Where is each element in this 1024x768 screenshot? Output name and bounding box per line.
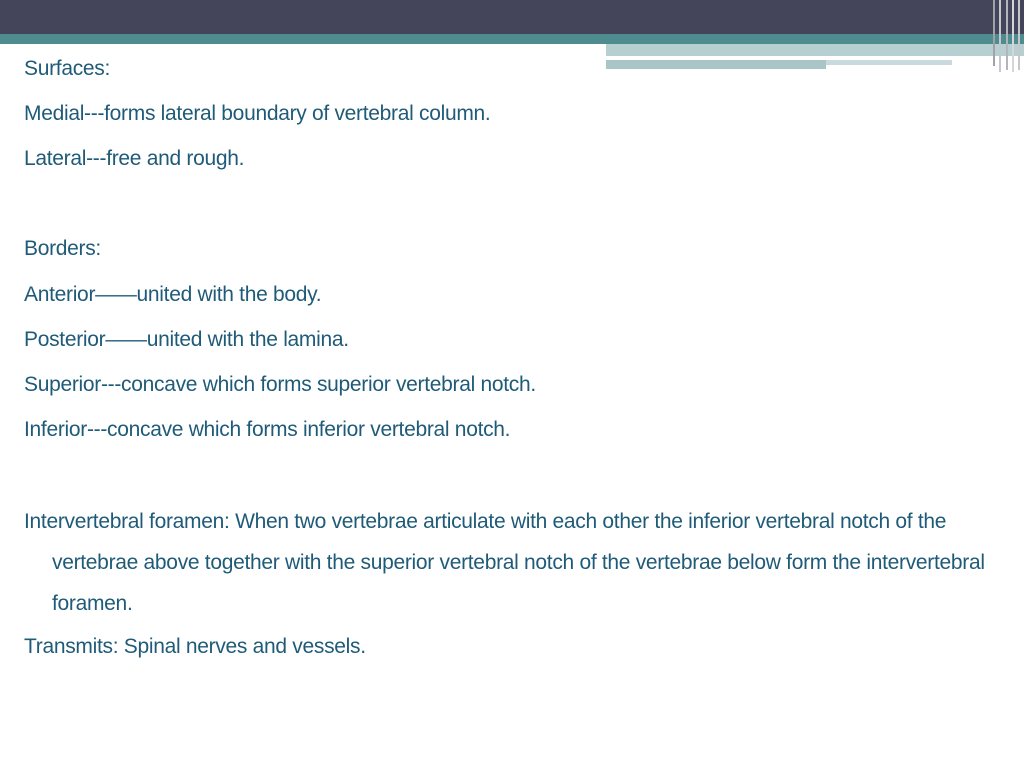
decorative-line (1006, 0, 1008, 70)
heading-borders: Borders: (24, 237, 101, 260)
heading-surfaces: Surfaces: (24, 57, 111, 80)
header-band-white (0, 44, 606, 51)
header-band-light-lower (606, 60, 826, 69)
header-band-teal (0, 34, 1024, 44)
text-line-inferior: Inferior---concave which forms inferior vertebral notch. (24, 418, 511, 441)
decorative-line (999, 0, 1001, 72)
text-line-lateral: Lateral---free and rough. (24, 147, 245, 170)
decorative-line (1018, 0, 1020, 70)
header-band-light (606, 44, 1024, 56)
text-line-transmits: Transmits: Spinal nerves and vessels. (24, 635, 366, 658)
header-band-dark (0, 0, 1024, 34)
header-band-light-end (826, 60, 952, 65)
text-line-posterior: Posterior——united with the lamina. (24, 328, 349, 351)
decorative-line (993, 0, 995, 66)
text-line-medial: Medial---forms lateral boundary of vertebral column. (24, 102, 491, 125)
text-line-anterior: Anterior——united with the body. (24, 283, 322, 306)
text-line-superior: Superior---concave which forms superior vertebral notch. (24, 373, 536, 396)
paragraph-intervertebral-foramen: Intervertebral foramen: When two vertebrae articulate with each other the inferior vertebral notch of the vertebrae above together with the superior vertebral notch of the vertebrae below form the intervertebral foramen. (24, 510, 985, 615)
decorative-line (1012, 0, 1014, 72)
